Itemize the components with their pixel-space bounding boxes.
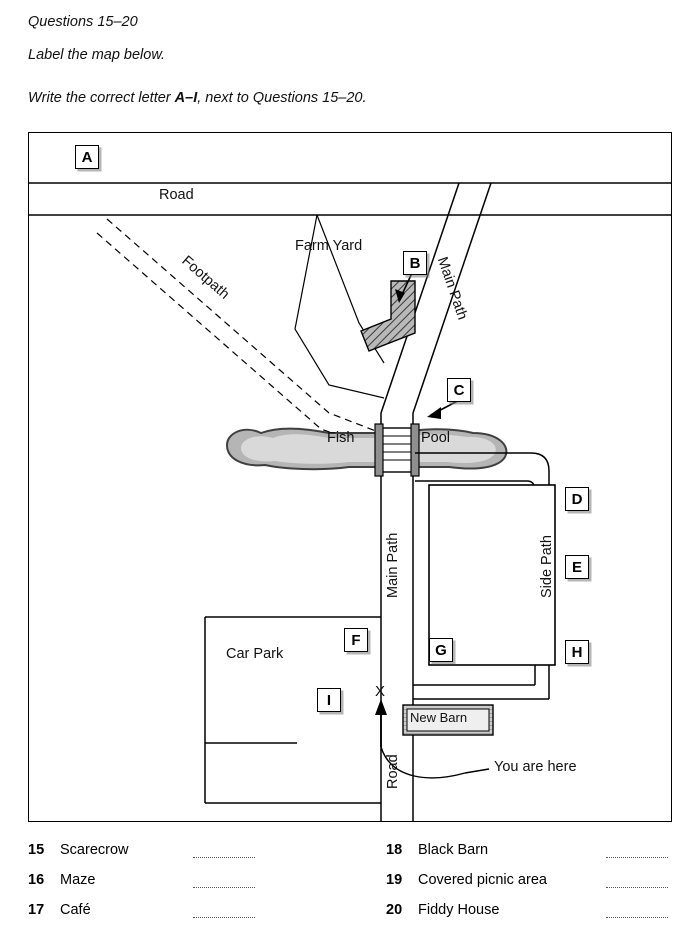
question-text-19: Covered picnic area bbox=[418, 872, 547, 888]
answer-blank-15[interactable] bbox=[193, 856, 255, 858]
map-label-footpath: Footpath bbox=[178, 253, 233, 303]
answer-blank-18[interactable] bbox=[606, 856, 668, 858]
map-label-main-path-top: Main Path bbox=[433, 255, 471, 322]
map-letter-f[interactable]: F bbox=[344, 628, 368, 652]
question-number-16: 16 bbox=[28, 872, 45, 888]
instruction-label-map: Label the map below. bbox=[28, 47, 166, 63]
question-text-18: Black Barn bbox=[418, 842, 489, 858]
map-letter-g[interactable]: G bbox=[429, 638, 453, 662]
map-label-farm-yard: Farm Yard bbox=[295, 238, 363, 254]
map-label-pool: Pool bbox=[421, 430, 451, 446]
question-text-20: Fiddy House bbox=[418, 902, 500, 918]
map-drawing bbox=[29, 133, 671, 821]
question-number-19: 19 bbox=[386, 872, 403, 888]
map-label-you-are-here: You are here bbox=[494, 759, 577, 775]
answer-blank-16[interactable] bbox=[193, 886, 255, 888]
answer-blank-20[interactable] bbox=[606, 916, 668, 918]
map-marker-x: X bbox=[375, 683, 386, 700]
page-title: Questions 15–20 bbox=[28, 14, 138, 30]
question-number-18: 18 bbox=[386, 842, 403, 858]
map-letter-e[interactable]: E bbox=[565, 555, 589, 579]
question-text-16: Maze bbox=[60, 872, 96, 888]
question-number-20: 20 bbox=[386, 902, 403, 918]
map-letter-c[interactable]: C bbox=[447, 378, 471, 402]
question-number-15: 15 bbox=[28, 842, 45, 858]
map-label-fish: Fish bbox=[327, 430, 355, 446]
map-letter-a[interactable]: A bbox=[75, 145, 99, 169]
map-label-car-park: Car Park bbox=[226, 646, 284, 662]
map-letter-i[interactable]: I bbox=[317, 688, 341, 712]
instruction-letter-range: A–I bbox=[174, 90, 198, 106]
map-label-road-top: Road bbox=[159, 187, 194, 203]
map-letter-b[interactable]: B bbox=[403, 251, 427, 275]
question-list bbox=[28, 838, 672, 938]
answer-blank-17[interactable] bbox=[193, 916, 255, 918]
instruction-part-2: , next to Questions 15–20. bbox=[197, 90, 367, 106]
instruction-part-1: Write the correct letter bbox=[28, 90, 175, 106]
map-letter-d[interactable]: D bbox=[565, 487, 589, 511]
question-number-17: 17 bbox=[28, 902, 45, 918]
map-letter-h[interactable]: H bbox=[565, 640, 589, 664]
instruction-write-letter bbox=[28, 90, 367, 106]
map-label-new-barn: New Barn bbox=[410, 710, 468, 725]
map-label-road-bottom: Road bbox=[385, 754, 401, 789]
question-text-15: Scarecrow bbox=[60, 842, 129, 858]
answer-blank-19[interactable] bbox=[606, 886, 668, 888]
map-label-main-path-mid: Main Path bbox=[385, 532, 401, 598]
map-label-side-path: Side Path bbox=[539, 535, 555, 598]
question-text-17: Café bbox=[60, 902, 91, 918]
map-figure bbox=[28, 132, 672, 822]
